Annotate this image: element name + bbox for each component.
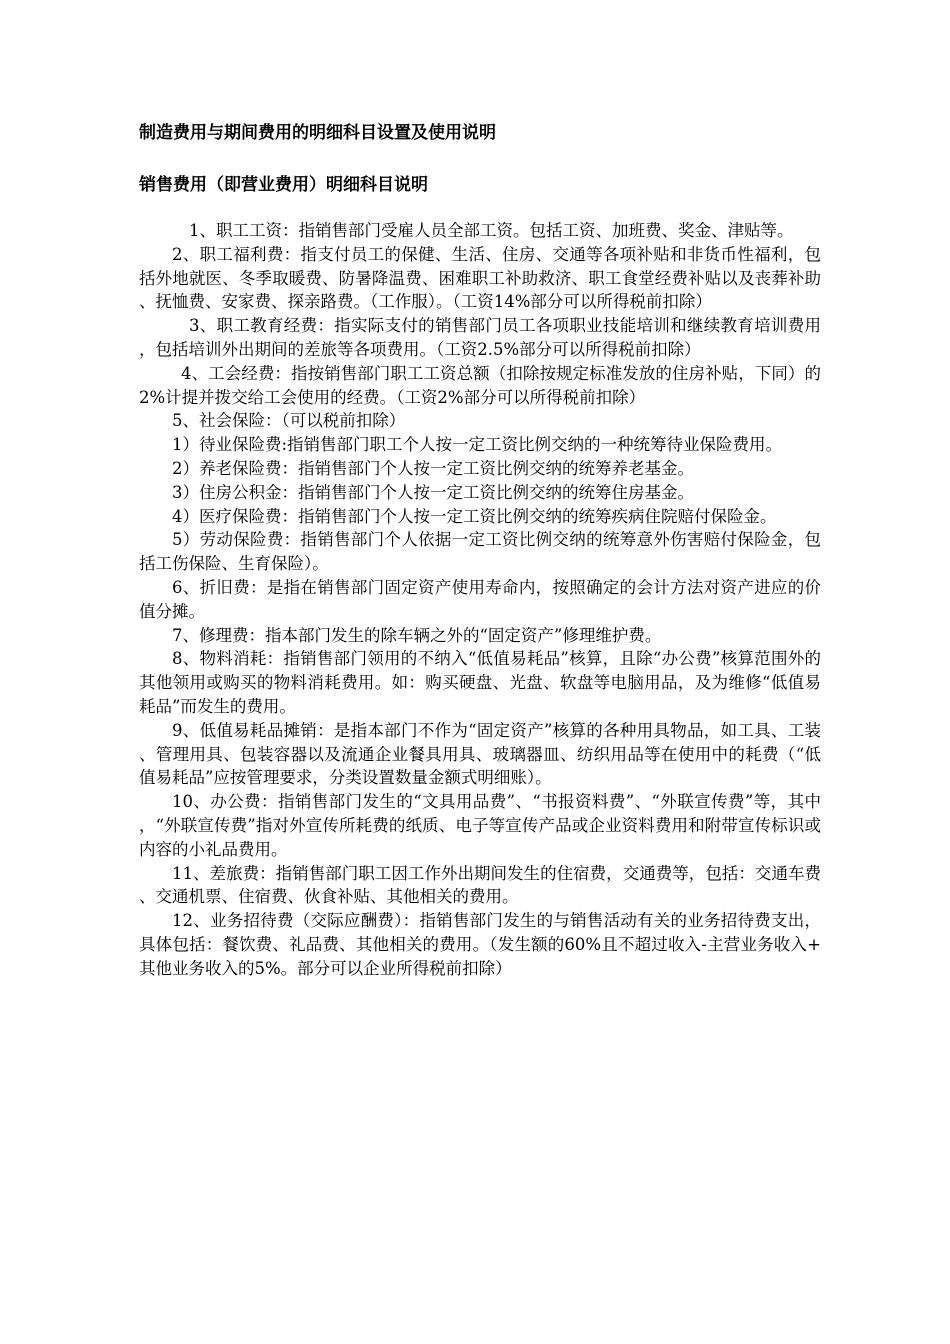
paragraph-labor-insurance: 5）劳动保险费：指销售部门个人依据一定工资比例交纳的统筹意外伤害赔付保险金，包括工伤保险、生育保险）。	[139, 530, 821, 574]
document-page	[139, 118, 821, 981]
document-body	[139, 219, 821, 981]
section-title: 销售费用（即营业费用）明细科目说明	[139, 175, 428, 195]
paragraph-travel-expenses: 11、差旅费：指销售部门职工因工作外出期间发生的住宿费，交通费等，包括：交通车费、交通机票、住宿费、伙食补贴、其他相关的费用。	[139, 863, 821, 907]
paragraph-office-expenses: 10、办公费：指销售部门发生的“文具用品费”、“书报资料费”、“外联宣传费”等，其中，“外联宣传费”指对外宣传所耗费的纸质、电子等宣传产品或企业资料费用和附带宣传标识或内容的小礼品费用。	[139, 792, 821, 859]
paragraph-staff-welfare: 2、职工福利费：指支付员工的保健、生活、住房、交通等各项补贴和非货币性福利，包括外地就医、冬季取暖费、防暑降温费、困难职工补助救济、职工食堂经费补贴以及丧葬补助、抚恤费、安家费、探亲路费。（工作服）。（工资14%部分可以所得税前扣除）	[139, 244, 821, 312]
paragraph-medical-insurance: 4）医疗保险费：指销售部门个人按一定工资比例交纳的统筹疾病住院赔付保险金。	[172, 506, 777, 526]
paragraph-staff-education: 3、职工教育经费：指实际支付的销售部门员工各项职业技能培训和继续教育培训费用，包括培训外出期间的差旅等各项费用。（工资2.5%部分可以所得税前扣除）	[139, 316, 821, 359]
paragraph-pension-insurance: 2）养老保险费：指销售部门个人按一定工资比例交纳的统筹养老基金。	[172, 458, 694, 478]
paragraph-entertainment-expenses: 12、业务招待费（交际应酬费）：指销售部门发生的与销售活动有关的业务招待费支出，具体包括：餐饮费、礼品费、其他相关的费用。（发生额的60%且不超过收入-主营业务收入+其他业务收入的5%。部分可以企业所得税前扣除）	[139, 911, 821, 978]
document-title: 制造费用与期间费用的明细科目设置及使用说明	[139, 123, 496, 143]
paragraph-material-consumption: 8、物料消耗：指销售部门领用的不纳入“低值易耗品”核算，且除“办公费”核算范围外的其他领用或购买的物料消耗费用。如：购买硬盘、光盘、软盘等电脑用品，及为维修“低值易耗品”而发生的费用。	[139, 649, 821, 716]
paragraph-low-value-amortization: 9、低值易耗品摊销：是指本部门不作为“固定资产”核算的各种用具物品，如工具、工装、管理用具、包装容器以及流通企业餐具用具、玻璃器皿、纺织用品等在使用中的耗费（“低值易耗品”应按管理要求，分类设置数量金额式明细账）。	[139, 720, 821, 788]
paragraph-staff-wages: 1、职工工资：指销售部门受雇人员全部工资。包括工资、加班费、奖金、津贴等。	[189, 221, 794, 240]
paragraph-depreciation: 6、折旧费：是指在销售部门固定资产使用寿命内，按照确定的会计方法对资产进应的价值分摊。	[139, 577, 821, 621]
paragraph-union-fees: 4、工会经费：指按销售部门职工工资总额（扣除按规定标准发放的住房补贴，下同）的2%计提并拨交给工会使用的经费。（工资2%部分可以所得税前扣除）	[139, 363, 821, 407]
paragraph-housing-fund: 3）住房公积金：指销售部门个人按一定工资比例交纳的统筹住房基金。	[172, 482, 694, 502]
paragraph-repair: 7、修理费：指本部门发生的除车辆之外的“固定资产”修理维护费。	[172, 625, 662, 645]
paragraph-social-insurance: 5、社会保险：（可以税前扣除）	[172, 411, 406, 431]
paragraph-unemployment-insurance: 1）待业保险费:指销售部门职工个人按一定工资比例交纳的一种统筹待业保险费用。	[172, 435, 783, 455]
